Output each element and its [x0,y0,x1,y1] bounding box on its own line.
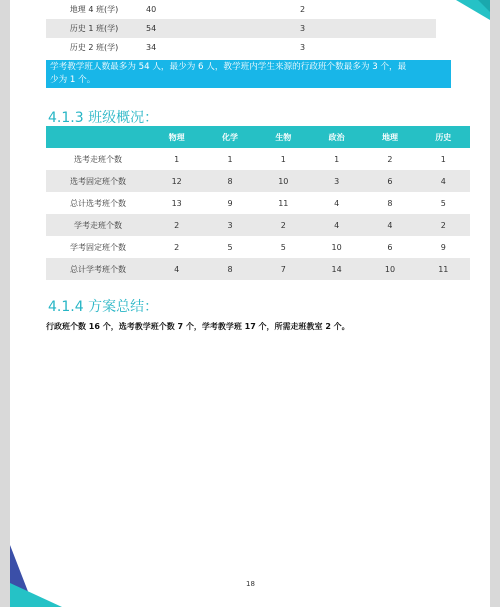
source-class-count-cell: 3 [210,19,436,38]
table-header-cell: 历史 [417,126,470,148]
table-cell: 7 [257,258,310,280]
row-label-cell: 总计学考班个数 [46,258,150,280]
table-cell: 14 [310,258,363,280]
table-header-cell: 化学 [203,126,256,148]
row-label-cell: 选考固定班个数 [46,170,150,192]
source-class-count-cell: 2 [300,5,306,14]
table-cell: 3 [310,170,363,192]
table-cell: 1 [440,154,446,164]
table-cell: 12 [150,170,203,192]
table-row [46,192,470,214]
table-cell: 2 [150,214,203,236]
table-cell: 4 [150,258,203,280]
section-heading-4-1-4: 4.1.4 方案总结： [48,299,159,315]
table-cell: 1 [227,154,233,164]
student-count-cell: 40 [146,5,157,14]
table-cell: 4 [363,214,416,236]
table-cell: 10 [363,258,416,280]
class-name-cell: 历史 1 班(学) [46,19,142,38]
table-cell: 11 [278,198,289,208]
table-cell: 3 [203,214,256,236]
table-cell: 8 [203,258,256,280]
section-heading-4-1-3: 4.1.3 班级概况： [48,110,159,126]
table-header-cell [46,126,150,148]
table-cell: 13 [171,198,182,208]
table-header-cell: 生物 [257,126,310,148]
table-header-cell: 物理 [150,126,203,148]
table-header-row [46,126,470,148]
table-cell: 6 [363,170,416,192]
table-cell: 1 [174,154,180,164]
highlighted-summary [46,60,451,88]
row-label-cell: 学考走班个数 [46,214,150,236]
summary-line-1: 学考教学班人数最多为 54 人，最少为 6 人，教学班内学生来源的行政班个数最多为 3 个，最 [50,62,407,72]
table-row [46,170,470,192]
table-cell: 9 [440,242,446,252]
table-row [46,236,470,258]
corner-decoration-bottom-left-inner [10,583,62,607]
table-row [46,0,436,19]
table-row [46,148,470,170]
source-class-count-cell: 3 [300,43,306,52]
document-page [10,0,490,607]
table-cell: 5 [227,242,233,252]
corner-decoration-top-right-inner [478,0,490,12]
class-overview-table [46,126,470,280]
table-cell: 2 [257,214,310,236]
solution-summary-text: 行政班个数 16 个，选考教学班个数 7 个，学考教学班 17 个，所需走班教室 2 个。 [46,322,350,331]
table-cell: 9 [227,198,233,208]
table-cell: 10 [331,242,342,252]
summary-line-2: 少为 1 个。 [50,75,96,85]
table-cell: 5 [280,242,286,252]
table-cell: 1 [280,154,286,164]
table-row [46,214,470,236]
table-cell: 2 [174,242,180,252]
table-cell: 8 [203,170,256,192]
table-cell: 6 [387,242,393,252]
table-cell: 11 [417,258,470,280]
table-row [46,38,436,57]
class-name-cell: 历史 2 班(学) [69,43,119,52]
row-label-cell: 总计选考班个数 [70,198,126,208]
table-cell: 2 [387,154,393,164]
table-row [46,258,470,280]
table-header-cell: 政治 [310,126,363,148]
teaching-class-table [46,0,436,57]
student-count-cell: 34 [146,43,157,52]
table-row [46,19,436,38]
table-header-cell: 地理 [363,126,416,148]
table-cell: 1 [334,154,340,164]
student-count-cell: 54 [142,19,210,38]
row-label-cell: 学考固定班个数 [70,242,126,252]
class-name-cell: 地理 4 班(学) [69,5,119,14]
table-cell: 2 [417,214,470,236]
table-cell: 4 [417,170,470,192]
table-cell: 5 [440,198,446,208]
table-cell: 8 [387,198,393,208]
table-cell: 4 [310,214,363,236]
table-cell: 10 [257,170,310,192]
table-cell: 4 [334,198,340,208]
page-number: 18 [246,580,255,588]
row-label-cell: 选考走班个数 [74,154,122,164]
